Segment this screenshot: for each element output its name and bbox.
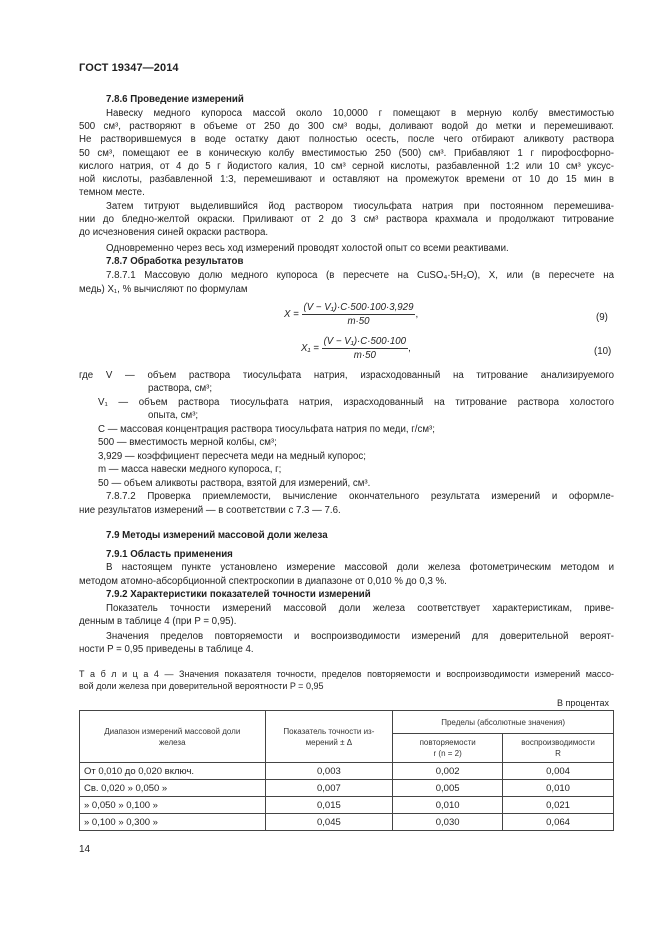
- table-4: [79, 710, 614, 831]
- formula-tail: ,: [415, 309, 419, 321]
- cell-reproducibility: 0,064: [503, 814, 614, 831]
- cell-range: » 0,050 » 0,100 »: [80, 797, 266, 814]
- section-title-7-9-2: 7.9.2 Характеристики показателей точности измерений: [106, 589, 371, 600]
- formula-numerator: (V − V₁)·C·500·100: [323, 336, 407, 347]
- paragraph-line: Затем титруют выделившийся йод раствором тиосульфата натрия при постоянном перемешива-: [106, 201, 614, 212]
- formula-9: [284, 302, 418, 327]
- equation-number-9: (9): [596, 312, 608, 323]
- table-caption-line: вой доли железа при доверительной вероятности P = 0,95: [79, 681, 324, 691]
- legend-line: 50 — объем аликвоты раствора, взятой для измерений, см³.: [98, 478, 371, 489]
- table-row: [80, 763, 614, 780]
- formula-denominator: m·50: [347, 316, 370, 327]
- paragraph-line: Значения пределов повторяемости и воспроизводимости измерений для доверительной вероят-: [106, 631, 614, 642]
- formula-tail: ,: [408, 343, 411, 355]
- paragraph-line: Не растворившемуся в воде остатку дают полностью осесть, после чего отбирают аликвоту раствора: [79, 134, 614, 145]
- formula-lhs: X =: [284, 309, 299, 321]
- paragraph-line: кислого натрия, от 4 до 5 г йодистого калия, 10 см³ серной кислоты, разбавленной 1:2 или 10 см³ уксус-: [79, 161, 614, 172]
- legend-line: m — масса навески медного купороса, г;: [98, 464, 282, 475]
- paragraph-line: до исчезновения синей окраски раствора.: [79, 227, 269, 238]
- cell-repeatability: 0,010: [393, 797, 503, 814]
- equation-number-10: (10): [594, 346, 612, 357]
- formula-lhs: X₁ =: [301, 343, 319, 355]
- cell-reproducibility: 0,021: [503, 797, 614, 814]
- table-row: [80, 797, 614, 814]
- paragraph-line: 7.8.7.1 Массовую долю медного купороса (в пересчете на CuSO₄·5H₂O), X, или (в пересчете на: [106, 270, 614, 281]
- page-number: 14: [79, 844, 91, 855]
- paragraph-line: Одновременно через весь ход измерений проводят холостой опыт со всеми реактивами.: [106, 243, 509, 254]
- paragraph-line: В настоящем пункте установлено измерение массовой доли железа фотометрическим методом и: [106, 562, 614, 573]
- header-repeatability: [393, 734, 503, 763]
- paragraph-line: ности P = 0,95 приведены в таблице 4.: [79, 644, 254, 655]
- header-limits: Пределы (абсолютные значения): [393, 711, 614, 734]
- formula-denominator: m·50: [353, 350, 376, 361]
- cell-reproducibility: 0,004: [503, 763, 614, 780]
- legend-line: V₁ — объем раствора тиосульфата натрия, израсходованный на титрование раствора холостого: [98, 397, 614, 408]
- header-reproducibility: [503, 734, 614, 763]
- legend-line: C — массовая концентрация раствора тиосульфата натрия по меди, г/см³;: [98, 424, 435, 435]
- document-code: ГОСТ 19347—2014: [79, 62, 179, 74]
- header-text: воспроизводимости: [521, 738, 595, 747]
- legend-line: где V — объем раствора тиосульфата натрия, израсходованный на титрование анализируемого: [79, 370, 614, 381]
- cell-repeatability: 0,030: [393, 814, 503, 831]
- paragraph-line: Показатель точности измерений массовой доли железа соответствует характеристикам, приве-: [106, 603, 614, 614]
- cell-accuracy: 0,045: [265, 814, 393, 831]
- paragraph-line: 7.8.7.2 Проверка приемлемости, вычисление окончательного результата измерений и оформле-: [106, 491, 614, 502]
- formula-fraction: [302, 302, 419, 327]
- cell-range: » 0,100 » 0,300 »: [80, 814, 266, 831]
- formula-fraction: [322, 336, 408, 361]
- cell-range: Св. 0,020 » 0,050 »: [80, 780, 266, 797]
- paragraph-line: ние результатов измерений — в соответствии с 7.3 — 7.6.: [79, 505, 341, 516]
- header-text: Показатель точности из-: [283, 726, 375, 736]
- formula-10: [301, 336, 411, 361]
- header-text: R: [555, 749, 561, 758]
- legend-line: раствора, см³;: [148, 383, 213, 394]
- cell-accuracy: 0,015: [265, 797, 393, 814]
- paragraph-line: 50 см³, помещают ее в коническую колбу вместимостью 250 (500) см³. Прибавляют 1 г пирофосфорно-: [79, 148, 614, 159]
- cell-accuracy: 0,007: [265, 780, 393, 797]
- paragraph-line: методом атомно-абсорбционной спектроскопии в диапазоне от 0,010 % до 0,3 %.: [79, 576, 447, 587]
- paragraph-line: ной кислоты, разбавленной 1:3, перемешивают и оставляют на промежуток времени от 10 до 15 мин в: [79, 174, 614, 185]
- cell-repeatability: 0,005: [393, 780, 503, 797]
- paragraph-line: Навеску медного купороса массой около 10,0000 г помещают в мерную колбу вместимостью: [106, 108, 614, 119]
- section-title-7-9: 7.9 Методы измерений массовой доли железа: [106, 530, 328, 541]
- section-title-7-8-7: 7.8.7 Обработка результатов: [106, 256, 244, 267]
- header-text: r (n = 2): [433, 749, 462, 758]
- header-range: [80, 711, 266, 763]
- paragraph-line: нии до бледно-желтой окраски. Приливают от 2 до 3 см³ раствора крахмала и продолжают титрование: [79, 214, 614, 225]
- legend-line: 3,929 — коэффициент пересчета меди на медный купорос;: [98, 451, 366, 462]
- header-text: Диапазон измерений массовой доли: [104, 726, 241, 736]
- legend-line: опыта, см³;: [148, 410, 199, 421]
- cell-repeatability: 0,002: [393, 763, 503, 780]
- table-row: [80, 780, 614, 797]
- header-accuracy: [265, 711, 393, 763]
- header-text: мерений ± Δ: [305, 737, 353, 747]
- cell-accuracy: 0,003: [265, 763, 393, 780]
- paragraph-line: 500 см³, растворяют в объеме от 250 до 300 см³ воды, доливают водой до метки и перемешивают.: [79, 121, 614, 132]
- formula-numerator: (V − V₁)·C·500·100·3,929: [303, 302, 414, 313]
- paragraph-line: медь) X₁, % вычисляют по формулам: [79, 284, 248, 295]
- paragraph-line: денным в таблице 4 (при P = 0,95).: [79, 616, 237, 627]
- legend-line: 500 — вместимость мерной колбы, см³;: [98, 437, 277, 448]
- header-text: железа: [158, 737, 186, 747]
- section-title-7-8-6: 7.8.6 Проведение измерений: [106, 94, 244, 105]
- cell-range: От 0,010 до 0,020 включ.: [80, 763, 266, 780]
- paragraph-line: темном месте.: [79, 187, 145, 198]
- table-row: [80, 814, 614, 831]
- header-text: повторяемости: [419, 738, 476, 747]
- cell-reproducibility: 0,010: [503, 780, 614, 797]
- table-units: В процентах: [557, 698, 609, 708]
- section-title-7-9-1: 7.9.1 Область применения: [106, 549, 233, 560]
- table-caption-line: Т а б л и ц а 4 — Значения показателя точности, пределов повторяемости и воспроизводимости измерений массо-: [79, 669, 614, 679]
